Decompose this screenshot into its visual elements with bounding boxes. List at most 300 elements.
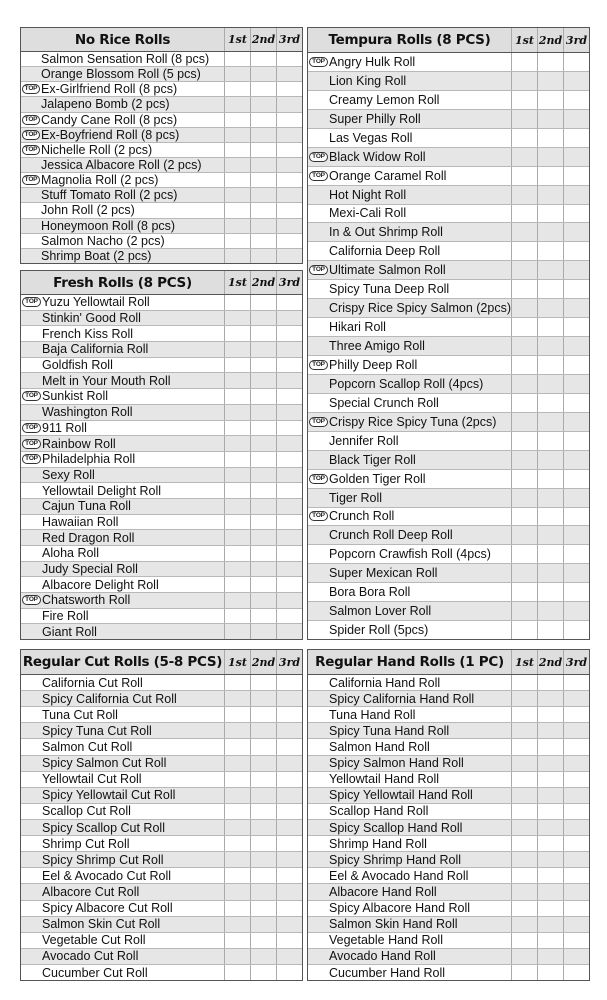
check-cell-3rd[interactable]: [563, 602, 589, 620]
check-cell-3rd[interactable]: [563, 489, 589, 507]
check-cell-2nd[interactable]: [250, 772, 276, 787]
check-cell-3rd[interactable]: [276, 917, 302, 932]
check-cell-2nd[interactable]: [537, 110, 563, 128]
check-cell-2nd[interactable]: [250, 691, 276, 706]
check-cell-2nd[interactable]: [250, 868, 276, 883]
check-cell-2nd[interactable]: [250, 249, 276, 263]
check-cell-3rd[interactable]: [563, 884, 589, 899]
check-cell-1st[interactable]: [511, 318, 537, 336]
check-cell-1st[interactable]: [224, 707, 250, 722]
check-cell-1st[interactable]: [224, 499, 250, 514]
check-cell-3rd[interactable]: [563, 707, 589, 722]
check-cell-3rd[interactable]: [276, 739, 302, 754]
check-cell-2nd[interactable]: [537, 602, 563, 620]
check-cell-2nd[interactable]: [537, 261, 563, 279]
check-cell-1st[interactable]: [224, 949, 250, 964]
check-cell-1st[interactable]: [224, 373, 250, 388]
check-cell-1st[interactable]: [511, 949, 537, 964]
check-cell-2nd[interactable]: [537, 707, 563, 722]
check-cell-1st[interactable]: [511, 110, 537, 128]
check-cell-3rd[interactable]: [276, 949, 302, 964]
check-cell-3rd[interactable]: [563, 583, 589, 601]
check-cell-2nd[interactable]: [537, 337, 563, 355]
check-cell-2nd[interactable]: [537, 186, 563, 204]
check-cell-3rd[interactable]: [563, 451, 589, 469]
check-cell-2nd[interactable]: [537, 451, 563, 469]
check-cell-1st[interactable]: [511, 756, 537, 771]
check-cell-2nd[interactable]: [537, 394, 563, 412]
check-cell-1st[interactable]: [224, 901, 250, 916]
check-cell-2nd[interactable]: [537, 53, 563, 71]
check-cell-1st[interactable]: [224, 188, 250, 202]
check-cell-2nd[interactable]: [537, 691, 563, 706]
check-cell-3rd[interactable]: [563, 280, 589, 298]
check-cell-2nd[interactable]: [537, 917, 563, 932]
check-cell-2nd[interactable]: [250, 707, 276, 722]
check-cell-1st[interactable]: [224, 483, 250, 498]
check-cell-3rd[interactable]: [563, 318, 589, 336]
check-cell-3rd[interactable]: [276, 788, 302, 803]
check-cell-3rd[interactable]: [276, 203, 302, 217]
check-cell-2nd[interactable]: [537, 675, 563, 690]
check-cell-1st[interactable]: [224, 82, 250, 96]
check-cell-3rd[interactable]: [563, 621, 589, 639]
check-cell-2nd[interactable]: [250, 203, 276, 217]
check-cell-1st[interactable]: [511, 804, 537, 819]
check-cell-2nd[interactable]: [250, 452, 276, 467]
check-cell-2nd[interactable]: [537, 965, 563, 980]
check-cell-3rd[interactable]: [563, 470, 589, 488]
check-cell-1st[interactable]: [224, 965, 250, 980]
check-cell-2nd[interactable]: [250, 173, 276, 187]
check-cell-3rd[interactable]: [276, 249, 302, 263]
check-cell-2nd[interactable]: [537, 91, 563, 109]
check-cell-1st[interactable]: [224, 723, 250, 738]
check-cell-2nd[interactable]: [250, 67, 276, 81]
check-cell-2nd[interactable]: [537, 564, 563, 582]
check-cell-1st[interactable]: [511, 242, 537, 260]
check-cell-3rd[interactable]: [563, 675, 589, 690]
check-cell-1st[interactable]: [224, 452, 250, 467]
check-cell-1st[interactable]: [511, 167, 537, 185]
check-cell-2nd[interactable]: [537, 356, 563, 374]
check-cell-2nd[interactable]: [250, 52, 276, 66]
check-cell-2nd[interactable]: [250, 965, 276, 980]
check-cell-1st[interactable]: [511, 836, 537, 851]
check-cell-2nd[interactable]: [537, 129, 563, 147]
check-cell-1st[interactable]: [224, 852, 250, 867]
check-cell-3rd[interactable]: [563, 836, 589, 851]
check-cell-1st[interactable]: [224, 143, 250, 157]
check-cell-2nd[interactable]: [250, 949, 276, 964]
check-cell-1st[interactable]: [511, 621, 537, 639]
check-cell-2nd[interactable]: [250, 593, 276, 608]
check-cell-2nd[interactable]: [537, 508, 563, 526]
check-cell-1st[interactable]: [224, 804, 250, 819]
check-cell-3rd[interactable]: [563, 186, 589, 204]
check-cell-3rd[interactable]: [276, 836, 302, 851]
check-cell-2nd[interactable]: [537, 167, 563, 185]
check-cell-1st[interactable]: [511, 72, 537, 90]
check-cell-1st[interactable]: [224, 219, 250, 233]
check-cell-3rd[interactable]: [276, 421, 302, 436]
check-cell-1st[interactable]: [511, 901, 537, 916]
check-cell-3rd[interactable]: [276, 723, 302, 738]
check-cell-2nd[interactable]: [250, 143, 276, 157]
check-cell-2nd[interactable]: [537, 545, 563, 563]
check-cell-1st[interactable]: [511, 91, 537, 109]
check-cell-1st[interactable]: [224, 820, 250, 835]
check-cell-3rd[interactable]: [276, 483, 302, 498]
check-cell-1st[interactable]: [511, 223, 537, 241]
check-cell-1st[interactable]: [511, 545, 537, 563]
check-cell-3rd[interactable]: [276, 143, 302, 157]
check-cell-2nd[interactable]: [250, 739, 276, 754]
check-cell-2nd[interactable]: [250, 405, 276, 420]
check-cell-2nd[interactable]: [250, 483, 276, 498]
check-cell-2nd[interactable]: [250, 128, 276, 142]
check-cell-1st[interactable]: [224, 405, 250, 420]
check-cell-3rd[interactable]: [563, 242, 589, 260]
check-cell-1st[interactable]: [224, 530, 250, 545]
check-cell-3rd[interactable]: [276, 965, 302, 980]
check-cell-3rd[interactable]: [563, 772, 589, 787]
check-cell-3rd[interactable]: [563, 91, 589, 109]
check-cell-3rd[interactable]: [563, 691, 589, 706]
check-cell-3rd[interactable]: [276, 326, 302, 341]
check-cell-1st[interactable]: [224, 917, 250, 932]
check-cell-2nd[interactable]: [537, 375, 563, 393]
check-cell-1st[interactable]: [511, 394, 537, 412]
check-cell-1st[interactable]: [511, 583, 537, 601]
check-cell-3rd[interactable]: [563, 72, 589, 90]
check-cell-3rd[interactable]: [563, 223, 589, 241]
check-cell-3rd[interactable]: [276, 868, 302, 883]
check-cell-3rd[interactable]: [563, 205, 589, 223]
check-cell-2nd[interactable]: [537, 470, 563, 488]
check-cell-2nd[interactable]: [537, 72, 563, 90]
check-cell-1st[interactable]: [511, 432, 537, 450]
check-cell-3rd[interactable]: [563, 804, 589, 819]
check-cell-2nd[interactable]: [250, 562, 276, 577]
check-cell-1st[interactable]: [511, 186, 537, 204]
check-cell-1st[interactable]: [511, 739, 537, 754]
check-cell-1st[interactable]: [224, 173, 250, 187]
check-cell-3rd[interactable]: [563, 564, 589, 582]
check-cell-3rd[interactable]: [276, 546, 302, 561]
check-cell-1st[interactable]: [511, 675, 537, 690]
check-cell-3rd[interactable]: [276, 188, 302, 202]
check-cell-3rd[interactable]: [563, 917, 589, 932]
check-cell-2nd[interactable]: [250, 624, 276, 639]
check-cell-1st[interactable]: [224, 421, 250, 436]
check-cell-2nd[interactable]: [250, 530, 276, 545]
check-cell-1st[interactable]: [224, 358, 250, 373]
check-cell-1st[interactable]: [511, 691, 537, 706]
check-cell-3rd[interactable]: [563, 788, 589, 803]
check-cell-3rd[interactable]: [276, 128, 302, 142]
check-cell-3rd[interactable]: [276, 113, 302, 127]
check-cell-1st[interactable]: [224, 97, 250, 111]
check-cell-3rd[interactable]: [563, 965, 589, 980]
check-cell-2nd[interactable]: [250, 609, 276, 624]
check-cell-1st[interactable]: [224, 756, 250, 771]
check-cell-2nd[interactable]: [537, 723, 563, 738]
check-cell-1st[interactable]: [511, 933, 537, 948]
check-cell-1st[interactable]: [224, 158, 250, 172]
check-cell-3rd[interactable]: [563, 53, 589, 71]
check-cell-1st[interactable]: [224, 203, 250, 217]
check-cell-3rd[interactable]: [276, 373, 302, 388]
check-cell-1st[interactable]: [224, 624, 250, 639]
check-cell-2nd[interactable]: [250, 723, 276, 738]
check-cell-1st[interactable]: [511, 148, 537, 166]
check-cell-2nd[interactable]: [537, 868, 563, 883]
check-cell-1st[interactable]: [511, 489, 537, 507]
check-cell-1st[interactable]: [511, 280, 537, 298]
check-cell-2nd[interactable]: [537, 205, 563, 223]
check-cell-1st[interactable]: [511, 261, 537, 279]
check-cell-1st[interactable]: [511, 772, 537, 787]
check-cell-1st[interactable]: [224, 436, 250, 451]
check-cell-2nd[interactable]: [537, 820, 563, 835]
check-cell-3rd[interactable]: [276, 756, 302, 771]
check-cell-1st[interactable]: [511, 820, 537, 835]
check-cell-2nd[interactable]: [537, 884, 563, 899]
check-cell-3rd[interactable]: [276, 219, 302, 233]
check-cell-3rd[interactable]: [276, 311, 302, 326]
check-cell-3rd[interactable]: [276, 405, 302, 420]
check-cell-1st[interactable]: [224, 113, 250, 127]
check-cell-2nd[interactable]: [537, 318, 563, 336]
check-cell-3rd[interactable]: [276, 852, 302, 867]
check-cell-2nd[interactable]: [250, 546, 276, 561]
check-cell-3rd[interactable]: [563, 820, 589, 835]
check-cell-1st[interactable]: [224, 311, 250, 326]
check-cell-2nd[interactable]: [537, 788, 563, 803]
check-cell-2nd[interactable]: [537, 804, 563, 819]
check-cell-3rd[interactable]: [276, 820, 302, 835]
check-cell-2nd[interactable]: [250, 675, 276, 690]
check-cell-2nd[interactable]: [250, 499, 276, 514]
check-cell-2nd[interactable]: [250, 917, 276, 932]
check-cell-3rd[interactable]: [276, 675, 302, 690]
check-cell-2nd[interactable]: [250, 468, 276, 483]
check-cell-2nd[interactable]: [250, 342, 276, 357]
check-cell-3rd[interactable]: [563, 868, 589, 883]
check-cell-2nd[interactable]: [250, 421, 276, 436]
check-cell-3rd[interactable]: [276, 515, 302, 530]
check-cell-1st[interactable]: [511, 564, 537, 582]
check-cell-2nd[interactable]: [250, 577, 276, 592]
check-cell-3rd[interactable]: [276, 530, 302, 545]
check-cell-2nd[interactable]: [537, 852, 563, 867]
check-cell-2nd[interactable]: [250, 436, 276, 451]
check-cell-3rd[interactable]: [563, 110, 589, 128]
check-cell-1st[interactable]: [224, 772, 250, 787]
check-cell-1st[interactable]: [224, 933, 250, 948]
check-cell-3rd[interactable]: [276, 577, 302, 592]
check-cell-2nd[interactable]: [250, 820, 276, 835]
check-cell-1st[interactable]: [511, 413, 537, 431]
check-cell-2nd[interactable]: [537, 836, 563, 851]
check-cell-3rd[interactable]: [276, 707, 302, 722]
check-cell-3rd[interactable]: [563, 852, 589, 867]
check-cell-2nd[interactable]: [250, 804, 276, 819]
check-cell-2nd[interactable]: [537, 489, 563, 507]
check-cell-2nd[interactable]: [250, 389, 276, 404]
check-cell-3rd[interactable]: [276, 452, 302, 467]
check-cell-2nd[interactable]: [250, 788, 276, 803]
check-cell-2nd[interactable]: [537, 756, 563, 771]
check-cell-3rd[interactable]: [276, 158, 302, 172]
check-cell-3rd[interactable]: [563, 167, 589, 185]
check-cell-1st[interactable]: [511, 129, 537, 147]
check-cell-1st[interactable]: [511, 337, 537, 355]
check-cell-2nd[interactable]: [537, 299, 563, 317]
check-cell-3rd[interactable]: [276, 933, 302, 948]
check-cell-3rd[interactable]: [563, 901, 589, 916]
check-cell-2nd[interactable]: [250, 188, 276, 202]
check-cell-1st[interactable]: [224, 868, 250, 883]
check-cell-1st[interactable]: [224, 515, 250, 530]
check-cell-3rd[interactable]: [563, 148, 589, 166]
check-cell-1st[interactable]: [224, 675, 250, 690]
check-cell-3rd[interactable]: [563, 432, 589, 450]
check-cell-1st[interactable]: [511, 788, 537, 803]
check-cell-3rd[interactable]: [563, 949, 589, 964]
check-cell-1st[interactable]: [511, 526, 537, 544]
check-cell-2nd[interactable]: [250, 358, 276, 373]
check-cell-3rd[interactable]: [563, 545, 589, 563]
check-cell-3rd[interactable]: [563, 337, 589, 355]
check-cell-3rd[interactable]: [276, 884, 302, 899]
check-cell-1st[interactable]: [511, 602, 537, 620]
check-cell-3rd[interactable]: [276, 82, 302, 96]
check-cell-1st[interactable]: [511, 299, 537, 317]
check-cell-1st[interactable]: [224, 67, 250, 81]
check-cell-3rd[interactable]: [563, 756, 589, 771]
check-cell-3rd[interactable]: [276, 691, 302, 706]
check-cell-3rd[interactable]: [276, 804, 302, 819]
check-cell-2nd[interactable]: [537, 933, 563, 948]
check-cell-1st[interactable]: [511, 470, 537, 488]
check-cell-1st[interactable]: [224, 836, 250, 851]
check-cell-1st[interactable]: [224, 577, 250, 592]
check-cell-3rd[interactable]: [276, 295, 302, 310]
check-cell-3rd[interactable]: [276, 624, 302, 639]
check-cell-1st[interactable]: [511, 965, 537, 980]
check-cell-3rd[interactable]: [276, 562, 302, 577]
check-cell-1st[interactable]: [511, 707, 537, 722]
check-cell-3rd[interactable]: [563, 526, 589, 544]
check-cell-3rd[interactable]: [563, 375, 589, 393]
check-cell-3rd[interactable]: [563, 508, 589, 526]
check-cell-1st[interactable]: [224, 691, 250, 706]
check-cell-3rd[interactable]: [276, 499, 302, 514]
check-cell-3rd[interactable]: [276, 772, 302, 787]
check-cell-2nd[interactable]: [537, 949, 563, 964]
check-cell-3rd[interactable]: [276, 342, 302, 357]
check-cell-2nd[interactable]: [250, 884, 276, 899]
check-cell-2nd[interactable]: [250, 82, 276, 96]
check-cell-1st[interactable]: [224, 593, 250, 608]
check-cell-1st[interactable]: [511, 723, 537, 738]
check-cell-3rd[interactable]: [276, 67, 302, 81]
check-cell-3rd[interactable]: [276, 358, 302, 373]
check-cell-1st[interactable]: [511, 917, 537, 932]
check-cell-2nd[interactable]: [250, 311, 276, 326]
check-cell-2nd[interactable]: [537, 432, 563, 450]
check-cell-1st[interactable]: [224, 326, 250, 341]
check-cell-1st[interactable]: [224, 562, 250, 577]
check-cell-2nd[interactable]: [250, 295, 276, 310]
check-cell-3rd[interactable]: [563, 723, 589, 738]
check-cell-2nd[interactable]: [250, 852, 276, 867]
check-cell-1st[interactable]: [511, 868, 537, 883]
check-cell-3rd[interactable]: [276, 234, 302, 248]
check-cell-3rd[interactable]: [563, 299, 589, 317]
check-cell-1st[interactable]: [224, 609, 250, 624]
check-cell-1st[interactable]: [224, 546, 250, 561]
check-cell-1st[interactable]: [511, 356, 537, 374]
check-cell-3rd[interactable]: [563, 933, 589, 948]
check-cell-2nd[interactable]: [537, 739, 563, 754]
check-cell-2nd[interactable]: [250, 158, 276, 172]
check-cell-3rd[interactable]: [276, 901, 302, 916]
check-cell-1st[interactable]: [224, 389, 250, 404]
check-cell-2nd[interactable]: [250, 373, 276, 388]
check-cell-3rd[interactable]: [563, 129, 589, 147]
check-cell-1st[interactable]: [511, 375, 537, 393]
check-cell-2nd[interactable]: [537, 526, 563, 544]
check-cell-3rd[interactable]: [276, 468, 302, 483]
check-cell-2nd[interactable]: [250, 515, 276, 530]
check-cell-3rd[interactable]: [276, 609, 302, 624]
check-cell-2nd[interactable]: [250, 901, 276, 916]
check-cell-2nd[interactable]: [537, 583, 563, 601]
check-cell-2nd[interactable]: [250, 933, 276, 948]
check-cell-3rd[interactable]: [563, 413, 589, 431]
check-cell-2nd[interactable]: [537, 148, 563, 166]
check-cell-1st[interactable]: [224, 128, 250, 142]
check-cell-2nd[interactable]: [250, 113, 276, 127]
check-cell-3rd[interactable]: [276, 593, 302, 608]
check-cell-2nd[interactable]: [250, 234, 276, 248]
check-cell-2nd[interactable]: [250, 97, 276, 111]
check-cell-3rd[interactable]: [563, 394, 589, 412]
check-cell-1st[interactable]: [511, 852, 537, 867]
check-cell-2nd[interactable]: [250, 219, 276, 233]
check-cell-2nd[interactable]: [250, 756, 276, 771]
check-cell-1st[interactable]: [224, 52, 250, 66]
check-cell-2nd[interactable]: [537, 772, 563, 787]
check-cell-1st[interactable]: [511, 205, 537, 223]
check-cell-2nd[interactable]: [537, 223, 563, 241]
check-cell-3rd[interactable]: [276, 173, 302, 187]
check-cell-2nd[interactable]: [537, 413, 563, 431]
check-cell-1st[interactable]: [511, 451, 537, 469]
check-cell-3rd[interactable]: [276, 52, 302, 66]
check-cell-2nd[interactable]: [537, 901, 563, 916]
check-cell-1st[interactable]: [224, 234, 250, 248]
check-cell-3rd[interactable]: [276, 97, 302, 111]
check-cell-2nd[interactable]: [250, 836, 276, 851]
check-cell-1st[interactable]: [224, 884, 250, 899]
check-cell-2nd[interactable]: [537, 242, 563, 260]
check-cell-1st[interactable]: [224, 249, 250, 263]
check-cell-1st[interactable]: [224, 739, 250, 754]
